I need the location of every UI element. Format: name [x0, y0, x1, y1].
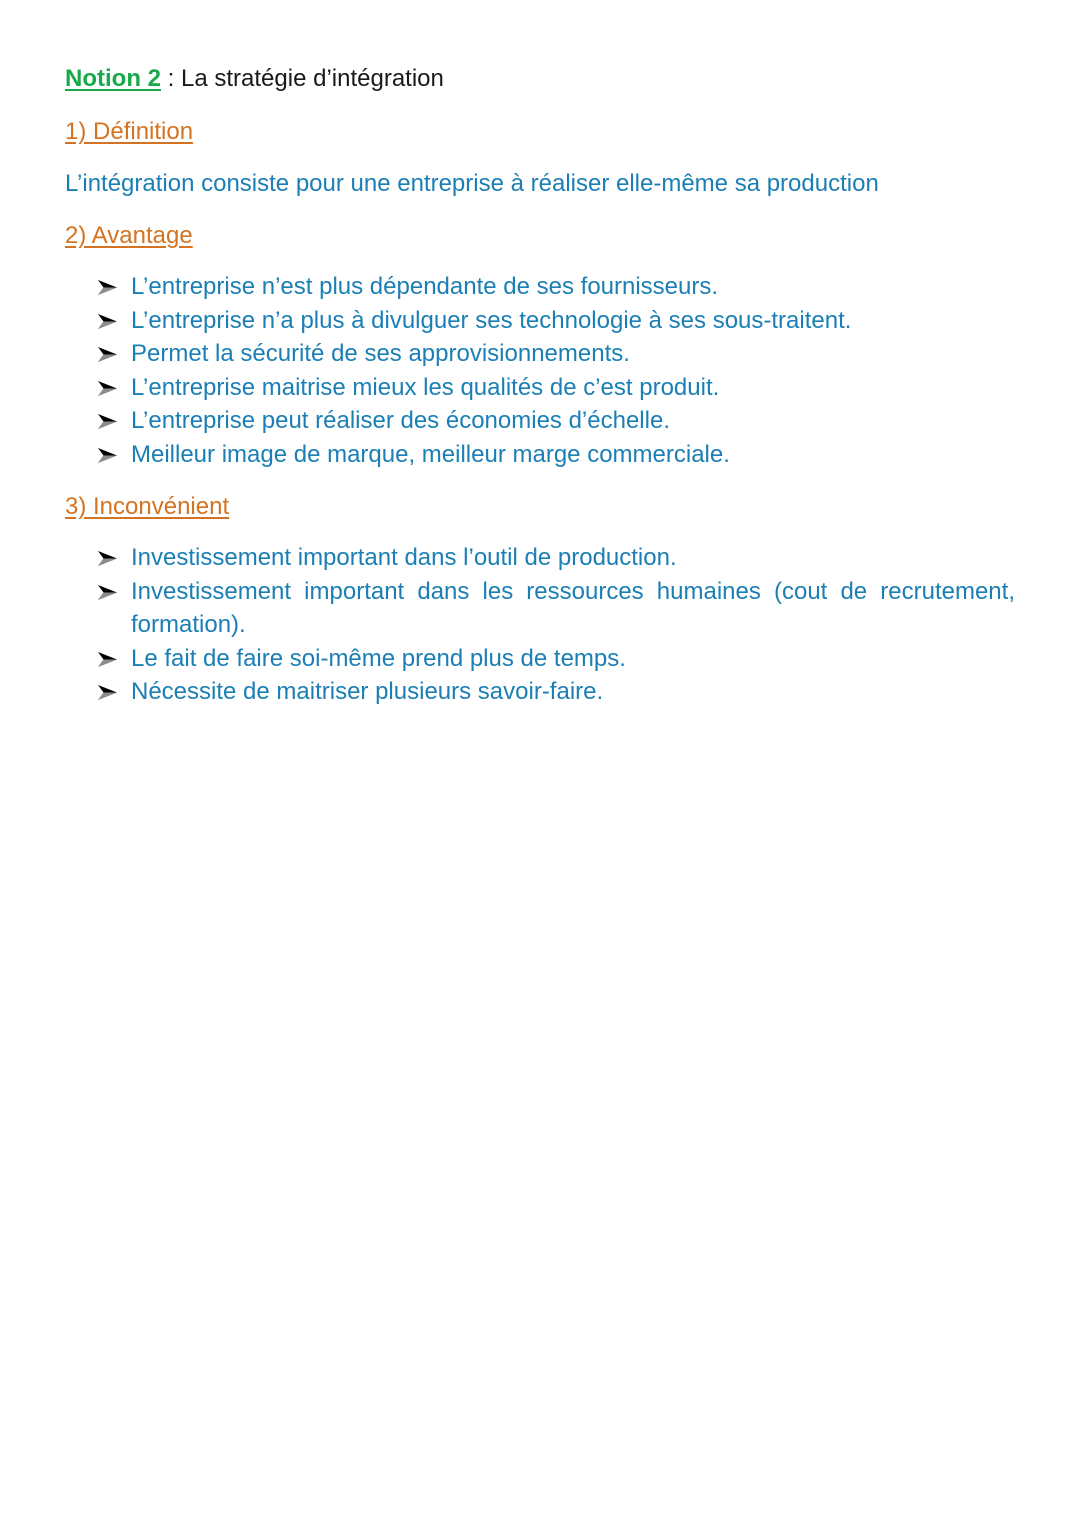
arrowhead-bullet-icon	[97, 651, 118, 668]
arrowhead-bullet-icon	[97, 413, 118, 430]
arrowhead-bullet-icon	[97, 584, 118, 601]
list-item	[97, 575, 1015, 642]
arrowhead-bullet-icon	[97, 380, 118, 397]
title-separator: :	[161, 65, 182, 92]
list-item-text: Meilleur image de marque, meilleur marge commerciale.	[131, 440, 730, 468]
section-heading-inconvenient: 3) Inconvénient	[65, 493, 230, 520]
list-item-text: Permet la sécurité de ses approvisionnements.	[131, 340, 630, 368]
definition-text: L’intégration consiste pour une entreprise à réaliser elle-même sa production	[65, 170, 879, 197]
list-item	[97, 438, 1015, 472]
arrowhead-bullet-icon	[97, 313, 118, 330]
notion-label: Notion 2	[65, 65, 161, 92]
list-item	[97, 337, 1015, 371]
list-item	[97, 642, 1015, 676]
list-item-text: L’entreprise peut réaliser des économies d’échelle.	[131, 407, 670, 435]
list-item	[97, 404, 1015, 438]
list-item-text: L’entreprise n’est plus dépendante de ses fournisseurs.	[131, 273, 719, 300]
list-item	[97, 675, 1015, 709]
arrowhead-bullet-icon	[97, 346, 118, 363]
list-item-text: Investissement important dans les ressources humaines (cout de recrutement, formation).	[131, 577, 1015, 639]
avantage-list	[97, 270, 1015, 472]
section-heading-avantage: 2) Avantage	[65, 222, 193, 249]
section-heading-definition: 1) Définition	[65, 118, 194, 145]
list-item	[97, 371, 1015, 405]
list-item-text: L’entreprise maitrise mieux les qualités de c’est produit.	[131, 373, 720, 401]
notion-title: La stratégie d’intégration	[181, 65, 444, 92]
list-item-text: Nécessite de maitriser plusieurs savoir-faire.	[131, 678, 604, 706]
arrowhead-bullet-icon	[97, 447, 118, 464]
arrowhead-bullet-icon	[97, 684, 118, 701]
document-title	[65, 62, 444, 96]
list-item	[97, 304, 1015, 338]
list-item	[97, 541, 1015, 575]
list-item-text: L’entreprise n’a plus à divulguer ses technologie à ses sous-traitent.	[131, 306, 852, 334]
list-item	[97, 270, 1015, 304]
arrowhead-bullet-icon	[97, 279, 118, 296]
inconvenient-list	[97, 541, 1015, 709]
arrowhead-bullet-icon	[97, 550, 118, 567]
list-item-text: Le fait de faire soi-même prend plus de temps.	[131, 644, 626, 672]
list-item-text: Investissement important dans l’outil de production.	[131, 544, 677, 571]
